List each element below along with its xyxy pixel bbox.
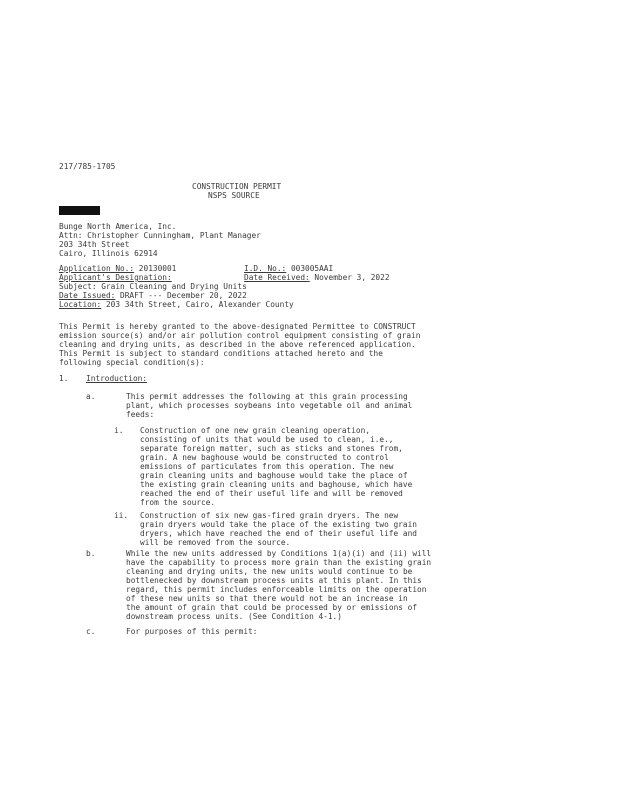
phone-number: 217/785-1705 — [59, 162, 116, 171]
redaction-bar — [59, 206, 100, 215]
application-number: Application No.: 20130001 — [59, 264, 177, 273]
address-line: Attn: Christopher Cunningham, Plant Manager — [59, 231, 261, 240]
item-b-label: b. — [86, 549, 96, 558]
item-ii-label: ii. — [114, 511, 129, 520]
section-heading: Introduction: — [86, 374, 148, 383]
item-a-label: a. — [86, 392, 96, 401]
location-line: Location: 203 34th Street, Cairo, Alexander County — [59, 300, 294, 309]
item-i-label: i. — [114, 426, 124, 435]
permit-subtitle: NSPS SOURCE — [208, 191, 260, 200]
item-a-text: This permit addresses the following at this grain processing plant, which processes soybeans into vegetable oil and animal feeds: — [126, 392, 413, 419]
id-number: I.D. No.: 003005AAI — [244, 264, 334, 273]
item-c-label: c. — [86, 627, 96, 636]
permit-title: CONSTRUCTION PERMIT — [192, 182, 282, 191]
applicant-designation: Applicant's Designation: — [59, 273, 172, 282]
date-received: Date Received: November 3, 2022 — [244, 273, 390, 282]
item-b-text: While the new units addressed by Conditions 1(a)(i) and (ii) will have the capability to process more grain than the existing grain cleaning and drying units, the new units would continue to be bottlenecked by downstream process units at this plant. In this regard, this permit includes enforceable limits on the operation of these new units so that there would not be an increase in the amount of grain that could be processed by or emissions of downstream process units. (See Condition 4-1.) — [126, 549, 432, 621]
section-number: 1. — [59, 374, 69, 383]
date-issued: Date Issued: DRAFT --- December 20, 2022 — [59, 291, 247, 300]
address-line: 203 34th Street — [59, 240, 130, 249]
item-c-text: For purposes of this permit: — [126, 627, 258, 636]
subject-line: Subject: Grain Cleaning and Drying Units — [59, 282, 247, 291]
address-line: Cairo, Illinois 62914 — [59, 249, 158, 258]
item-ii-text: Construction of six new gas-fired grain dryers. The new grain dryers would take the place of the existing two grain dryers, which have reached the end of their useful life and will be removed from the source. — [140, 511, 417, 547]
intro-paragraph: This Permit is hereby granted to the above-designated Permittee to CONSTRUCT emission source(s) and/or air pollution control equipment consisting of grain cleaning and drying units, as described in the above referenced application. This Permit is subject to standard conditions attached hereto and the following special condition(s): — [59, 322, 421, 367]
address-block — [59, 222, 261, 258]
item-i-text: Construction of one new grain cleaning operation, consisting of units that would be used to clean, i.e., separate foreign matter, such as sticks and stones from, grain. A new baghouse would be constructed to control emissions of particulates from this operation. The new grain cleaning units and baghouse would take the place of the existing grain cleaning units and baghouse, which have reached the end of their useful life and will be removed from the source. — [140, 426, 413, 507]
address-line: Bunge North America, Inc. — [59, 222, 177, 231]
